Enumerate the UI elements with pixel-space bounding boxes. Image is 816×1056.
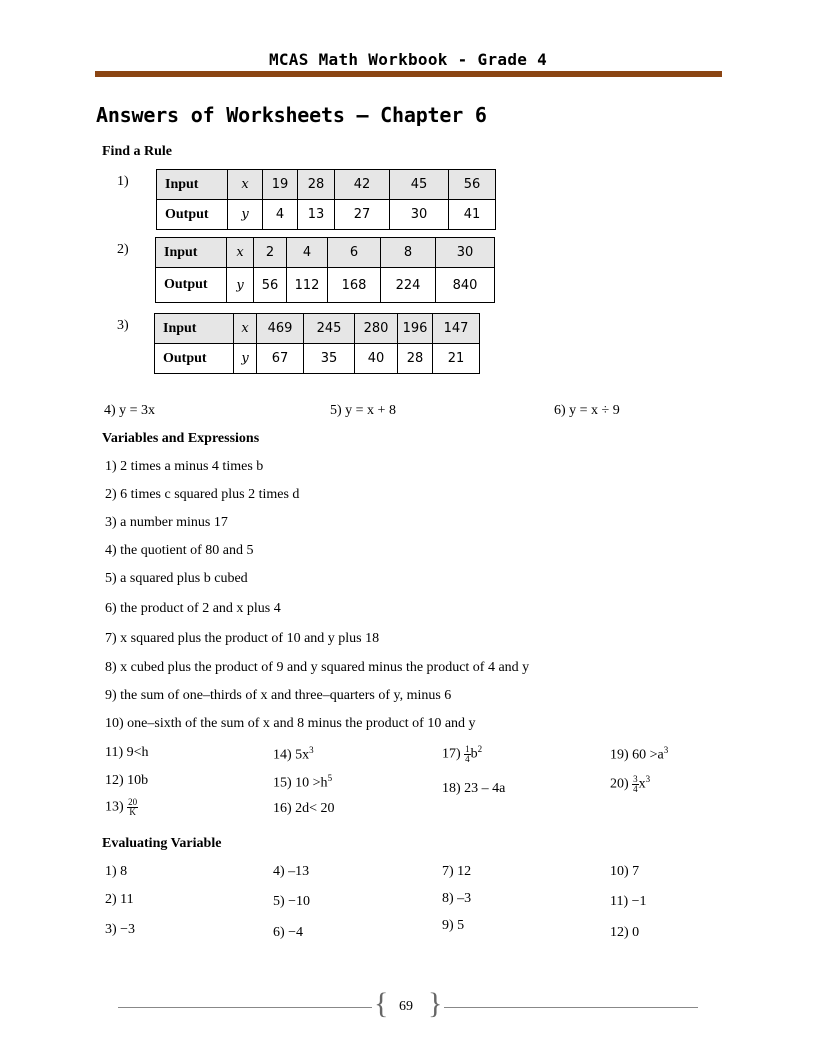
y-variable: y	[227, 268, 254, 303]
page-title: Answers of Worksheets – Chapter 6	[96, 103, 487, 127]
footer-brace-right: }	[428, 987, 443, 1020]
expression-answer: 11) 9<h	[105, 745, 149, 760]
exponent: 2	[477, 744, 483, 754]
output-cell: 67	[257, 344, 304, 374]
expression-text: 14) 5x	[273, 747, 310, 763]
header-rule	[95, 71, 722, 77]
footer-brace-left: {	[374, 987, 389, 1020]
expression-answer	[273, 773, 332, 792]
expression-number: 20)	[610, 776, 629, 792]
evaluation-answer: 11) −1	[610, 894, 647, 909]
input-cell: 469	[257, 314, 304, 344]
page-number: 69	[399, 999, 413, 1014]
expression-number: 17)	[442, 746, 461, 762]
evaluation-answer: 1) 8	[105, 864, 128, 879]
evaluation-answer: 5) −10	[273, 894, 311, 909]
output-label: Output	[156, 268, 227, 303]
evaluation-answer: 4) –13	[273, 864, 310, 879]
input-label: Input	[156, 238, 227, 268]
output-cell: 28	[398, 344, 433, 374]
rule-answer: 4) y = 3x	[104, 403, 156, 418]
input-cell: 30	[436, 238, 495, 268]
input-cell: 45	[390, 170, 449, 200]
expression-phrase: 8) x cubed plus the product of 9 and y squared minus the product of 4 and y	[105, 660, 530, 675]
input-cell: 196	[398, 314, 433, 344]
output-row	[157, 200, 496, 230]
numerator: 3	[633, 773, 638, 784]
exponent: 3	[645, 774, 651, 784]
numerator: 1	[465, 743, 470, 754]
input-cell: 2	[254, 238, 287, 268]
evaluating-variable-heading: Evaluating Variable	[102, 836, 222, 851]
rule-answer: 5) y = x + 8	[330, 403, 396, 418]
evaluation-answer: 9) 5	[442, 918, 465, 933]
evaluation-answer: 3) −3	[105, 922, 136, 937]
expression-answer	[273, 745, 314, 764]
output-cell: 40	[355, 344, 398, 374]
y-variable: y	[234, 344, 257, 374]
evaluation-answer: 6) −4	[273, 925, 304, 940]
footer-line-left	[118, 1007, 372, 1008]
exponent: 5	[327, 773, 333, 783]
expression-text: 19) 60 >a	[610, 747, 664, 763]
table-3-number: 3)	[117, 318, 129, 333]
x-variable: x	[228, 170, 263, 200]
expression-phrase: 5) a squared plus b cubed	[105, 571, 248, 586]
input-row	[155, 314, 480, 344]
expression-phrase: 10) one–sixth of the sum of x and 8 minus the product of 10 and y	[105, 716, 476, 731]
input-cell: 28	[298, 170, 335, 200]
input-cell: 42	[335, 170, 390, 200]
output-row	[155, 344, 480, 374]
expression-phrase: 1) 2 times a minus 4 times b	[105, 459, 264, 474]
input-cell: 6	[328, 238, 381, 268]
expression-text: 15) 10 >h	[273, 775, 328, 791]
denominator: K	[129, 807, 136, 817]
output-cell: 30	[390, 200, 449, 230]
evaluation-answer: 8) –3	[442, 891, 472, 906]
rule-answer: 6) y = x ÷ 9	[554, 403, 620, 418]
output-cell: 13	[298, 200, 335, 230]
output-cell: 224	[381, 268, 436, 303]
expression-phrase: 3) a number minus 17	[105, 515, 228, 530]
expression-phrase: 7) x squared plus the product of 10 and y plus 18	[105, 631, 380, 646]
expression-answer: 12) 10b	[105, 773, 149, 788]
expression-answer	[610, 774, 650, 794]
expression-phrase: 6) the product of 2 and x plus 4	[105, 601, 281, 616]
fraction	[127, 798, 138, 817]
input-cell: 8	[381, 238, 436, 268]
evaluation-answer: 7) 12	[442, 864, 472, 879]
expression-number: 13)	[105, 799, 124, 815]
exponent: 3	[663, 745, 669, 755]
expression-answer: 18) 23 – 4a	[442, 781, 506, 796]
x-variable: x	[227, 238, 254, 268]
expression-phrase: 9) the sum of one–thirds of x and three–quarters of y, minus 6	[105, 688, 452, 703]
output-label: Output	[157, 200, 228, 230]
running-header: MCAS Math Workbook - Grade 4	[268, 50, 548, 69]
footer-line-right	[444, 1007, 698, 1008]
input-label: Input	[157, 170, 228, 200]
find-rule-heading: Find a Rule	[102, 144, 173, 159]
input-row	[157, 170, 496, 200]
y-variable: y	[228, 200, 263, 230]
input-cell: 56	[449, 170, 496, 200]
expression-answer	[105, 798, 138, 817]
output-cell: 27	[335, 200, 390, 230]
rule-table-1	[156, 169, 496, 230]
output-cell: 168	[328, 268, 381, 303]
expression-answer	[610, 745, 668, 764]
denominator: 4	[633, 783, 638, 794]
expression-phrase: 2) 6 times c squared plus 2 times d	[105, 487, 300, 502]
input-cell: 147	[433, 314, 480, 344]
rule-table-2	[155, 237, 495, 303]
denominator: 4	[465, 753, 470, 764]
variable: b	[470, 746, 478, 762]
rule-table-3	[154, 313, 480, 374]
numerator: 20	[128, 797, 138, 807]
expression-answer: 16) 2d< 20	[273, 801, 335, 816]
evaluation-answer: 10) 7	[610, 864, 640, 879]
input-cell: 4	[287, 238, 328, 268]
expression-phrase: 4) the quotient of 80 and 5	[105, 543, 254, 558]
input-cell: 19	[263, 170, 298, 200]
input-cell: 280	[355, 314, 398, 344]
output-row	[156, 268, 495, 303]
input-row	[156, 238, 495, 268]
exponent: 3	[309, 745, 314, 755]
input-label: Input	[155, 314, 234, 344]
output-cell: 35	[304, 344, 355, 374]
output-cell: 840	[436, 268, 495, 303]
expression-answer	[442, 744, 482, 764]
output-cell: 4	[263, 200, 298, 230]
input-cell: 245	[304, 314, 355, 344]
variables-expressions-heading: Variables and Expressions	[102, 431, 260, 446]
output-cell: 21	[433, 344, 480, 374]
output-label: Output	[155, 344, 234, 374]
x-variable: x	[234, 314, 257, 344]
output-cell: 41	[449, 200, 496, 230]
output-cell: 56	[254, 268, 287, 303]
table-2-number: 2)	[117, 242, 129, 257]
output-cell: 112	[287, 268, 328, 303]
evaluation-answer: 2) 11	[105, 892, 134, 907]
variable: x	[638, 776, 646, 792]
evaluation-answer: 12) 0	[610, 925, 640, 940]
table-1-number: 1)	[117, 174, 129, 189]
